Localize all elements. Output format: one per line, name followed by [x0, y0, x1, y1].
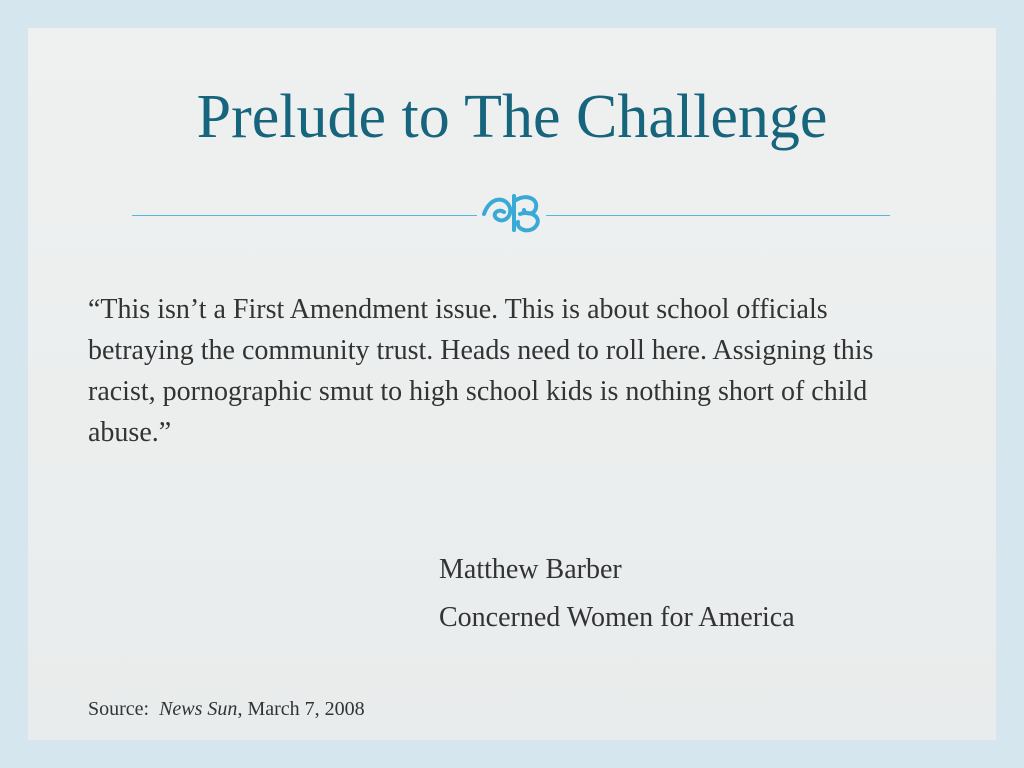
source-citation [88, 698, 365, 721]
divider-line-left [132, 215, 477, 216]
divider-line-right [546, 215, 890, 216]
source-date: , March 7, 2008 [237, 698, 365, 720]
quote-text: “This isn’t a First Amendment issue. This is about school officials betraying the community trust. Heads need to roll here. Assigning this racist, pornographic smut to high school kids is nothing short of child abuse.” [88, 294, 874, 448]
attribution-organization: Concerned Women for America [439, 602, 795, 633]
flourish-icon [480, 190, 546, 236]
source-label: Source: [88, 698, 150, 720]
attribution-name: Matthew Barber [439, 554, 622, 585]
source-publication: News Sun [159, 698, 238, 720]
slide-title: Prelude to The Challenge [196, 83, 828, 151]
